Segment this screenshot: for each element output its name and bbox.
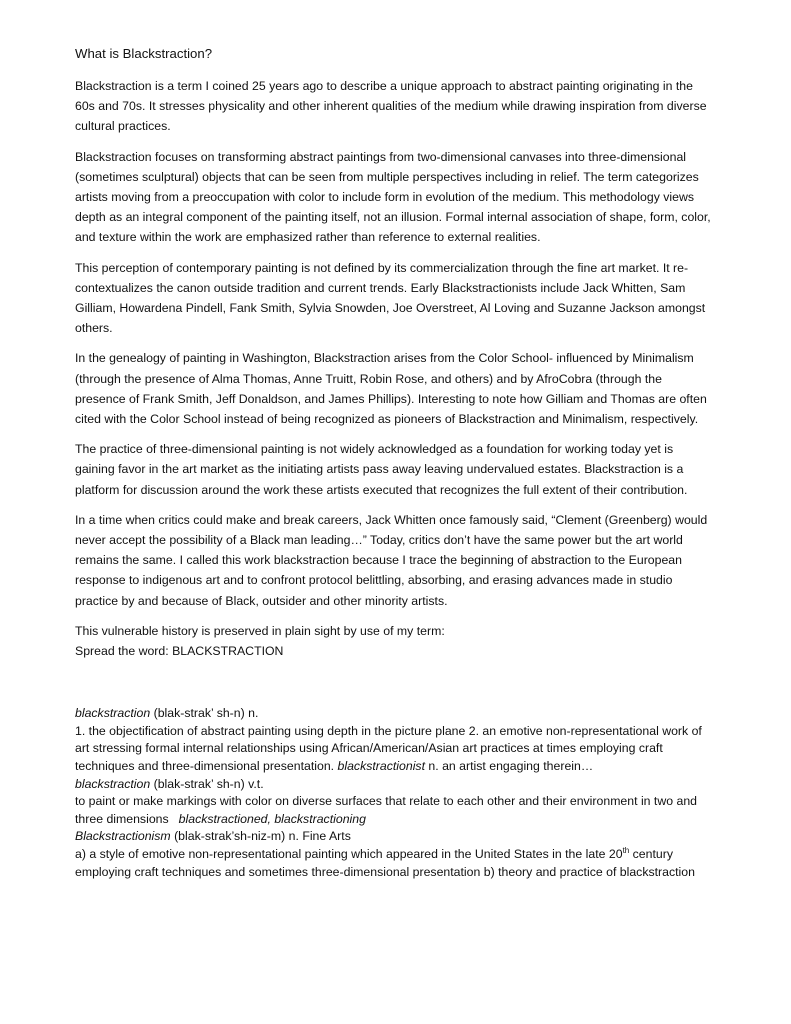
closing-line-2: Spread the word: BLACKSTRACTION [75, 644, 284, 659]
paragraph-3: This perception of contemporary painting is not defined by its commercialization through the fine art market. It re-contextualizes the canon outside tradition and current trends. Early Blackstractionists include Jack Whitten, Sam Gilliam, Howardena Pindell, Fank Smith, Sylvia Snowden, Joe Overstreet, Al Loving and Suzanne Jackson amongst others. [75, 260, 706, 336]
definition-1-text-b: n. an artist engaging therein… [425, 759, 594, 774]
paragraph-5: The practice of three-dimensional painting is not widely acknowledged as a foundation for working today yet is gaining favor in the art market as the initiating artists pass away leaving undervalued estates. Blackstraction is a platform for discussion around the work these artists executed that recognizes the full extent of their contribution. [75, 442, 688, 497]
paragraph-2: Blackstraction focuses on transforming abstract paintings from two-dimensional canvases into three-dimensional (sometimes sculptural) objects that can be seen from multiple perspectives including in relief. The term categorizes artists moving from a preoccupation with color to include form in evolution of the medium. This methodology views depth as an integral component of the painting itself, not an illusion. Formal internal association of shape, form, color, and texture within the work are emphasized rather than reference to external realities. [75, 149, 711, 245]
definition-3-superscript: th [622, 845, 630, 855]
definition-1-pronunciation: (blak-strak’ sh-n) n. [150, 706, 259, 721]
definition-1-heading [75, 705, 711, 723]
definition-3-body [75, 846, 711, 881]
definition-3-heading [75, 828, 711, 846]
definition-3-text-b: century employing craft techniques and sometimes three-dimensional presentation b) theory and practice of blackstraction [75, 847, 695, 879]
definition-2-body [75, 793, 711, 828]
definition-2-heading [75, 776, 711, 794]
definition-3-term: Blackstractionism [75, 829, 171, 844]
definition-1-derived-term: blackstractionist [337, 759, 425, 774]
definition-1-text-a: 1. the objectification of abstract painting using depth in the picture plane 2. an emotive non-representational work of art stressing formal internal relationships using African/American/Asian art practices at times employing craft techniques and three-dimensional presentation. [75, 723, 702, 774]
paragraph-6: In a time when critics could make and break careers, Jack Whitten once famously said, “Clement (Greenberg) would never accept the possibility of a Black man leading…” Today, critics don’t have the same power but the art world remains the same. I called this work blackstraction because I trace the beginning of abstraction to the European response to indigenous art and to confront protocol belittling, absorbing, and erasing advances made in studio practice by and because of Black, outsider and other minority artists. [75, 512, 708, 608]
definition-3-text-a: a) a style of emotive non-representational painting which appeared in the United States in the late 20 [75, 847, 623, 862]
paragraph-1: Blackstraction is a term I coined 25 years ago to describe a unique approach to abstract painting originating in the 60s and 70s. It stresses physicality and other inherent qualities of the medium while drawing inspiration from diverse cultural practices. [75, 79, 707, 134]
definition-2-term: blackstraction [75, 776, 151, 791]
closing-line-1: This vulnerable history is preserved in plain sight by use of my term: [75, 623, 445, 638]
definition-1-term: blackstraction [75, 706, 151, 721]
definition-2-text: to paint or make markings with color on diverse surfaces that relate to each other and their environment in two and three dimensions [75, 794, 698, 826]
definition-3-pronunciation: (blak-strak’sh-niz-m) n. Fine Arts [170, 829, 351, 844]
definition-2-forms: blackstractioned, blackstractioning [178, 811, 366, 826]
closing-block [75, 621, 711, 661]
definition-2-pronunciation: (blak-strak’ sh-n) v.t. [150, 776, 264, 791]
paragraph-4: In the genealogy of painting in Washington, Blackstraction arises from the Color School- influenced by Minimalism (through the presence of Alma Thomas, Anne Truitt, Robin Rose, and others) and by AfroCobra (through the presence of Frank Smith, Jeff Donaldson, and James Phillips). Interesting to note how Gilliam and Thomas are often cited with the Color School instead of being recognized as pioneers of Blackstraction and Minimalism, respectively. [75, 351, 707, 427]
document-title: What is Blackstraction? [75, 46, 213, 61]
definition-1-body [75, 723, 711, 776]
document-body [75, 44, 711, 881]
definitions-block [75, 705, 711, 881]
